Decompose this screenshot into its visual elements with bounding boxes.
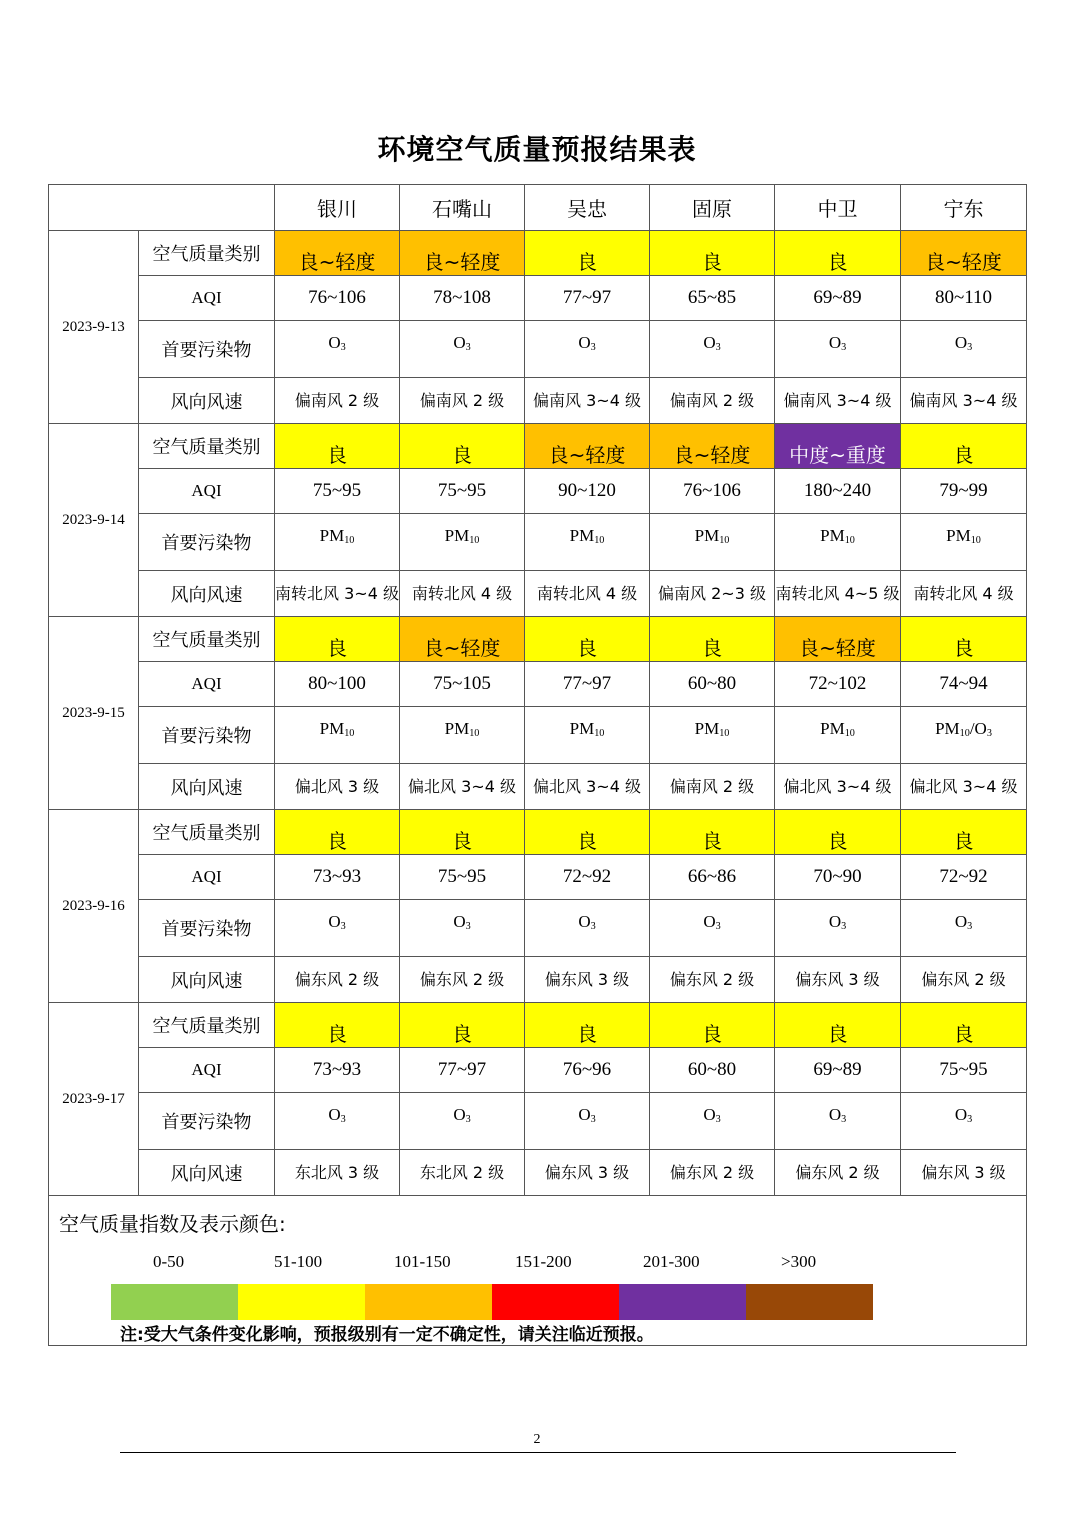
pollutant-subscript: 3 — [715, 342, 721, 353]
pollutant-name: O — [578, 333, 591, 352]
wind-cell: 偏南风 2 级 — [400, 378, 525, 424]
pollutant-cell — [901, 1093, 1027, 1150]
aqi-row — [49, 276, 1027, 321]
legend-color-swatch — [365, 1284, 492, 1320]
aqi-row — [49, 1048, 1027, 1093]
pollutant-cell — [275, 514, 400, 571]
wind-cell: 偏南风 2~3 级 — [650, 571, 775, 617]
aqi-cell: 70~90 — [775, 855, 901, 900]
pollutant-cell — [525, 321, 650, 378]
category-cell: 良 — [275, 424, 400, 469]
row-label-category: 空气质量类别 — [139, 810, 275, 855]
pollutant-name: O — [703, 912, 716, 931]
wind-cell: 南转北风 4 级 — [400, 571, 525, 617]
wind-cell: 南转北风 4~5 级 — [775, 571, 901, 617]
legend-range-label: 51-100 — [274, 1252, 323, 1271]
header-blank-cell — [49, 185, 275, 231]
pollutant-subscript: 3 — [967, 342, 973, 353]
aqi-cell: 65~85 — [650, 276, 775, 321]
category-cell: 良 — [400, 810, 525, 855]
wind-cell: 偏北风 3 级 — [275, 764, 400, 810]
wind-cell: 偏东风 2 级 — [650, 957, 775, 1003]
city-header: 石嘴山 — [400, 185, 525, 231]
aqi-cell: 76~106 — [275, 276, 400, 321]
pollutant-cell — [525, 1093, 650, 1150]
row-label-pollutant: 首要污染物 — [139, 514, 275, 571]
wind-cell: 东北风 3 级 — [275, 1150, 400, 1196]
pollutant-subscript: 3 — [841, 921, 847, 932]
pollutant-cell — [775, 514, 901, 571]
aqi-cell: 77~97 — [525, 276, 650, 321]
category-row — [49, 424, 1027, 469]
row-label-category: 空气质量类别 — [139, 1003, 275, 1048]
wind-cell: 偏东风 3 级 — [525, 1150, 650, 1196]
row-label-category: 空气质量类别 — [139, 424, 275, 469]
category-cell: 良 — [275, 1003, 400, 1048]
pollutant-cell — [400, 900, 525, 957]
pollutant-cell — [775, 321, 901, 378]
aqi-row — [49, 469, 1027, 514]
pollutant-subscript: 3 — [967, 921, 973, 932]
wind-cell: 南转北风 4 级 — [525, 571, 650, 617]
category-cell: 良~轻度 — [901, 231, 1027, 276]
aqi-cell: 73~93 — [275, 1048, 400, 1093]
pollutant-subscript: 10 — [844, 728, 855, 739]
footer-divider — [120, 1452, 956, 1453]
category-row — [49, 1003, 1027, 1048]
aqi-cell: 60~80 — [650, 1048, 775, 1093]
aqi-cell: 72~102 — [775, 662, 901, 707]
pollutant-subscript: 3 — [986, 728, 992, 739]
aqi-cell: 77~97 — [400, 1048, 525, 1093]
wind-cell: 偏东风 3 级 — [525, 957, 650, 1003]
date-cell: 2023-9-15 — [49, 617, 139, 810]
pollutant-cell — [275, 321, 400, 378]
aqi-cell: 73~93 — [275, 855, 400, 900]
aqi-cell: 75~95 — [901, 1048, 1027, 1093]
pollutant-name: PM — [820, 526, 845, 545]
pollutant-name: O — [328, 333, 341, 352]
wind-cell: 东北风 2 级 — [400, 1150, 525, 1196]
pollutant-name: O — [578, 1105, 591, 1124]
aqi-cell: 76~96 — [525, 1048, 650, 1093]
row-label-pollutant: 首要污染物 — [139, 707, 275, 764]
city-header: 吴忠 — [525, 185, 650, 231]
pollutant-name: /O — [969, 719, 987, 738]
pollutant-name: PM — [319, 526, 345, 545]
pollutant-cell — [650, 514, 775, 571]
pollutant-name: PM — [820, 719, 845, 738]
category-cell: 良~轻度 — [525, 424, 650, 469]
aqi-cell: 90~120 — [525, 469, 650, 514]
pollutant-subscript: 3 — [465, 921, 471, 932]
wind-row — [49, 1150, 1027, 1196]
wind-cell: 偏东风 2 级 — [775, 1150, 901, 1196]
wind-cell: 偏北风 3~4 级 — [400, 764, 525, 810]
forecast-table — [48, 184, 1027, 1346]
date-cell: 2023-9-13 — [49, 231, 139, 424]
date-cell: 2023-9-17 — [49, 1003, 139, 1196]
category-row — [49, 617, 1027, 662]
aqi-cell: 75~95 — [400, 469, 525, 514]
row-label-aqi: AQI — [139, 469, 275, 514]
wind-cell: 偏东风 2 级 — [400, 957, 525, 1003]
pollutant-name: O — [703, 1105, 716, 1124]
pollutant-cell — [775, 707, 901, 764]
forecast-note: 注:受大气条件变化影响，预报级别有一定不确定性，请关注临近预报。 — [120, 1325, 654, 1345]
category-cell: 良~轻度 — [650, 424, 775, 469]
row-label-wind: 风向风速 — [139, 571, 275, 617]
legend-color-swatch — [111, 1284, 238, 1320]
pollutant-subscript: 3 — [590, 1114, 596, 1125]
wind-cell: 南转北风 4 级 — [901, 571, 1027, 617]
pollutant-subscript: 3 — [841, 342, 847, 353]
pollutant-subscript: 3 — [465, 1114, 471, 1125]
wind-cell: 偏南风 3~4 级 — [901, 378, 1027, 424]
row-label-pollutant: 首要污染物 — [139, 1093, 275, 1150]
wind-row — [49, 571, 1027, 617]
pollutant-subscript: 3 — [715, 1114, 721, 1125]
pollutant-cell — [901, 900, 1027, 957]
pollutant-cell — [400, 707, 525, 764]
row-label-aqi: AQI — [139, 855, 275, 900]
pollutant-subscript: 10 — [959, 728, 970, 739]
pollutant-name: O — [954, 1105, 968, 1124]
pollutant-row — [49, 321, 1027, 378]
city-header: 宁东 — [901, 185, 1027, 231]
legend-range-label: 0-50 — [153, 1252, 185, 1271]
wind-cell: 偏东风 2 级 — [901, 957, 1027, 1003]
pollutant-name: O — [828, 1105, 842, 1124]
category-cell: 良~轻度 — [400, 617, 525, 662]
page-title: 环境空气质量预报结果表 — [377, 133, 697, 166]
wind-cell: 偏东风 2 级 — [275, 957, 400, 1003]
category-cell: 良 — [275, 617, 400, 662]
row-label-aqi: AQI — [139, 1048, 275, 1093]
wind-cell: 偏南风 3~4 级 — [525, 378, 650, 424]
category-cell: 良 — [400, 1003, 525, 1048]
legend-range-label: 151-200 — [515, 1252, 572, 1271]
category-cell: 良 — [775, 231, 901, 276]
pollutant-row — [49, 514, 1027, 571]
category-cell: 良 — [650, 617, 775, 662]
category-cell: 良~轻度 — [275, 231, 400, 276]
category-cell: 良 — [901, 1003, 1027, 1048]
pollutant-subscript: 3 — [841, 1114, 847, 1125]
pollutant-name: PM — [569, 719, 595, 738]
header-row — [49, 185, 1027, 231]
category-cell: 良 — [775, 810, 901, 855]
pollutant-row — [49, 707, 1027, 764]
pollutant-subscript: 10 — [594, 535, 605, 546]
category-cell: 良 — [650, 1003, 775, 1048]
pollutant-subscript: 10 — [469, 728, 480, 739]
pollutant-cell — [650, 321, 775, 378]
pollutant-name: O — [328, 912, 341, 931]
pollutant-name: PM — [694, 719, 720, 738]
category-row — [49, 810, 1027, 855]
category-cell: 中度~重度 — [775, 424, 901, 469]
category-cell: 良 — [525, 617, 650, 662]
pollutant-name: PM — [694, 526, 720, 545]
pollutant-name: PM — [946, 526, 971, 545]
pollutant-subscript: 10 — [594, 728, 605, 739]
legend-color-swatch — [746, 1284, 873, 1320]
category-cell: 良 — [525, 231, 650, 276]
pollutant-cell — [901, 321, 1027, 378]
category-cell: 良 — [525, 810, 650, 855]
aqi-cell: 75~95 — [275, 469, 400, 514]
pollutant-name: O — [578, 912, 591, 931]
city-header: 中卫 — [775, 185, 901, 231]
category-cell: 良 — [650, 231, 775, 276]
aqi-cell: 60~80 — [650, 662, 775, 707]
wind-cell: 偏东风 2 级 — [650, 1150, 775, 1196]
pollutant-name: PM — [444, 526, 470, 545]
pollutant-name: O — [703, 333, 716, 352]
pollutant-subscript: 10 — [719, 535, 730, 546]
row-label-aqi: AQI — [139, 276, 275, 321]
pollutant-name: O — [828, 333, 842, 352]
legend-range-label: >300 — [781, 1252, 817, 1271]
pollutant-cell — [650, 900, 775, 957]
pollutant-subscript: 3 — [340, 1114, 346, 1125]
aqi-cell: 180~240 — [775, 469, 901, 514]
aqi-cell: 75~105 — [400, 662, 525, 707]
row-label-pollutant: 首要污染物 — [139, 321, 275, 378]
pollutant-name: PM — [444, 719, 470, 738]
aqi-cell: 66~86 — [650, 855, 775, 900]
pollutant-cell — [901, 707, 1027, 764]
row-label-wind: 风向风速 — [139, 1150, 275, 1196]
pollutant-cell — [400, 514, 525, 571]
aqi-cell: 69~89 — [775, 276, 901, 321]
aqi-cell: 76~106 — [650, 469, 775, 514]
pollutant-cell — [525, 900, 650, 957]
pollutant-cell — [400, 1093, 525, 1150]
pollutant-subscript: 10 — [344, 728, 355, 739]
legend-color-bar — [111, 1284, 873, 1320]
aqi-cell: 75~95 — [400, 855, 525, 900]
pollutant-cell — [275, 707, 400, 764]
date-cell: 2023-9-16 — [49, 810, 139, 1003]
pollutant-subscript: 3 — [340, 342, 346, 353]
pollutant-name: O — [954, 333, 968, 352]
pollutant-subscript: 10 — [844, 535, 855, 546]
pollutant-subscript: 10 — [469, 535, 480, 546]
wind-cell: 偏南风 2 级 — [275, 378, 400, 424]
wind-cell: 偏北风 3~4 级 — [901, 764, 1027, 810]
category-cell: 良 — [901, 617, 1027, 662]
pollutant-subscript: 10 — [970, 535, 981, 546]
aqi-cell: 80~100 — [275, 662, 400, 707]
legend-range-label: 201-300 — [643, 1252, 700, 1271]
pollutant-cell — [275, 1093, 400, 1150]
wind-cell: 偏东风 3 级 — [901, 1150, 1027, 1196]
wind-row — [49, 957, 1027, 1003]
pollutant-subscript: 3 — [967, 1114, 973, 1125]
pollutant-cell — [275, 900, 400, 957]
aqi-cell: 79~99 — [901, 469, 1027, 514]
pollutant-name: PM — [569, 526, 595, 545]
wind-cell: 偏北风 3~4 级 — [525, 764, 650, 810]
wind-cell: 偏南风 2 级 — [650, 764, 775, 810]
pollutant-cell — [525, 707, 650, 764]
category-cell: 良~轻度 — [400, 231, 525, 276]
row-label-wind: 风向风速 — [139, 957, 275, 1003]
pollutant-subscript: 3 — [340, 921, 346, 932]
category-cell: 良 — [525, 1003, 650, 1048]
pollutant-row — [49, 900, 1027, 957]
category-row — [49, 231, 1027, 276]
pollutant-subscript: 3 — [590, 921, 596, 932]
category-cell: 良 — [400, 424, 525, 469]
pollutant-name: O — [328, 1105, 341, 1124]
row-label-pollutant: 首要污染物 — [139, 900, 275, 957]
pollutant-subscript: 10 — [719, 728, 730, 739]
legend-title: 空气质量指数及表示颜色: — [59, 1212, 286, 1236]
aqi-cell: 72~92 — [525, 855, 650, 900]
pollutant-name: O — [954, 912, 968, 931]
pollutant-cell — [901, 514, 1027, 571]
aqi-cell: 77~97 — [525, 662, 650, 707]
pollutant-cell — [650, 1093, 775, 1150]
category-cell: 良 — [901, 810, 1027, 855]
legend-color-swatch — [492, 1284, 619, 1320]
pollutant-subscript: 3 — [590, 342, 596, 353]
pollutant-cell — [775, 1093, 901, 1150]
wind-row — [49, 378, 1027, 424]
category-cell: 良 — [650, 810, 775, 855]
pollutant-cell — [400, 321, 525, 378]
wind-cell: 偏东风 3 级 — [775, 957, 901, 1003]
row-label-wind: 风向风速 — [139, 378, 275, 424]
pollutant-name: PM — [319, 719, 345, 738]
legend-range-label: 101-150 — [394, 1252, 451, 1271]
pollutant-subscript: 3 — [715, 921, 721, 932]
aqi-cell: 74~94 — [901, 662, 1027, 707]
legend-color-swatch — [238, 1284, 365, 1320]
pollutant-name: O — [828, 912, 842, 931]
aqi-cell: 69~89 — [775, 1048, 901, 1093]
row-label-wind: 风向风速 — [139, 764, 275, 810]
pollutant-cell — [775, 900, 901, 957]
city-header: 固原 — [650, 185, 775, 231]
row-label-category: 空气质量类别 — [139, 231, 275, 276]
pollutant-cell — [650, 707, 775, 764]
legend-color-swatch — [619, 1284, 746, 1320]
pollutant-name: PM — [935, 719, 960, 738]
row-label-aqi: AQI — [139, 662, 275, 707]
wind-row — [49, 764, 1027, 810]
legend-labels — [111, 1252, 873, 1274]
row-label-category: 空气质量类别 — [139, 617, 275, 662]
pollutant-name: O — [453, 1105, 466, 1124]
wind-cell: 偏南风 3~4 级 — [775, 378, 901, 424]
page-number: 2 — [533, 1432, 541, 1447]
aqi-cell: 80~110 — [901, 276, 1027, 321]
city-header: 银川 — [275, 185, 400, 231]
pollutant-row — [49, 1093, 1027, 1150]
aqi-cell: 78~108 — [400, 276, 525, 321]
category-cell: 良 — [775, 1003, 901, 1048]
date-cell: 2023-9-14 — [49, 424, 139, 617]
category-cell: 良~轻度 — [775, 617, 901, 662]
pollutant-cell — [525, 514, 650, 571]
aqi-cell: 72~92 — [901, 855, 1027, 900]
pollutant-name: O — [453, 333, 466, 352]
category-cell: 良 — [275, 810, 400, 855]
aqi-row — [49, 855, 1027, 900]
aqi-row — [49, 662, 1027, 707]
wind-cell: 偏北风 3~4 级 — [775, 764, 901, 810]
pollutant-subscript: 3 — [465, 342, 471, 353]
wind-cell: 南转北风 3~4 级 — [275, 571, 400, 617]
wind-cell: 偏南风 2 级 — [650, 378, 775, 424]
category-cell: 良 — [901, 424, 1027, 469]
pollutant-subscript: 10 — [344, 535, 355, 546]
pollutant-name: O — [453, 912, 466, 931]
